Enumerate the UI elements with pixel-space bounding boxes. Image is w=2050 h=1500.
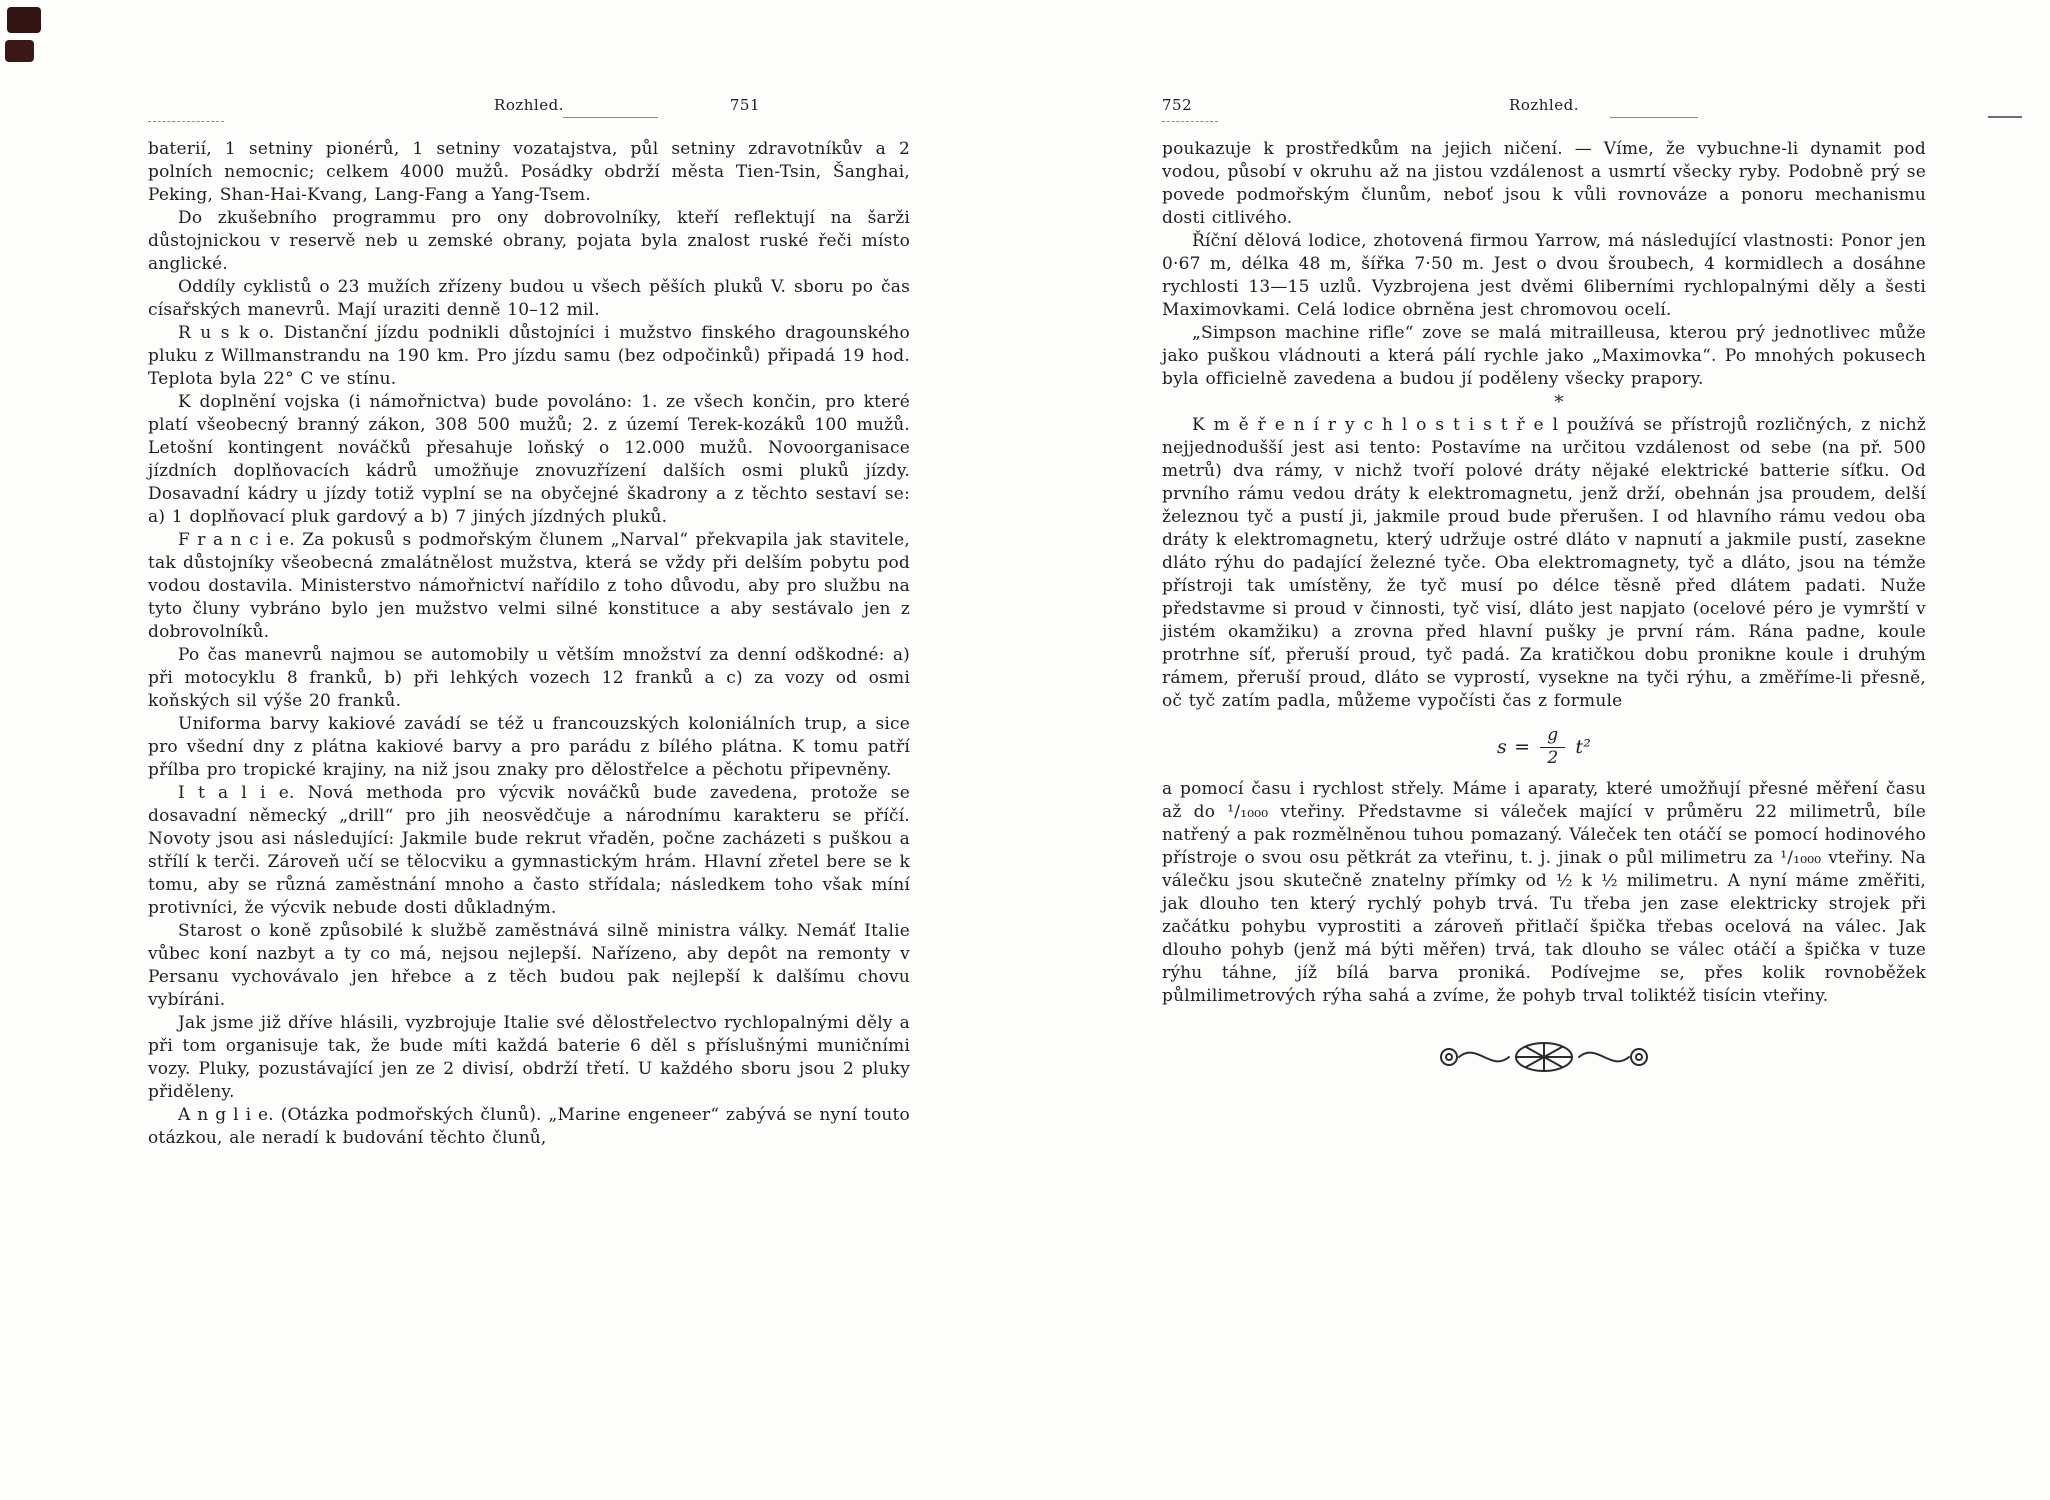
paragraph: I t a l i e. Nová methoda pro výcvik nováčků bude zavedena, protože se dosavadní německý „drill“ pro jih neosvědčuje a národnímu karakteru se příčí. Novoty jsou asi následující: Jakmile bude rekrut vřaděn, počne zacházeti s puškou a střílí k terči. Zároveň učí se tělocviku a gymnastickým hrám. Hlavní zřetel bere se k tomu, aby se různá zaměstnání mnoho a často střídala; následkem toho však míní protivníci, že výcvik nebude dosti důkladným. (148, 783, 910, 918)
header-rule-mark (1162, 121, 1218, 122)
paragraph: Jak jsme již dříve hlásili, vyzbrojuje Italie své dělostřelectvo rychlopalnými děly a při tom organisuje tak, že bude míti každá baterie 6 děl s příslušnými muničními vozy. Pluky, pozustávající jen ze 2 divisí, obdrží třetí. U každého sboru jsou 2 pluky přiděleny. (148, 1013, 910, 1102)
formula-suffix: t² (1575, 735, 1592, 758)
paragraph: poukazuje k prostředkům na jejich ničení. — Víme, že vybuchne-li dynamit pod vodou, působí v okruhu až na jistou vzdálenost a usmrtí všecky ryby. Podobně prý se povede podmořským člunům, neboť jsou k vůli rovnováze a ponoru mechanismu dosti citlivého. (1162, 139, 1926, 228)
paragraph: R u s k o. Distanční jízdu podnikli důstojníci i mužstvo finského dragounského pluku z Willmanstrandu na 190 km. Pro jízdu samu (bez odpočinků) připadá 19 hod. Teplota byla 22° C ve stínu. (148, 323, 910, 389)
paragraph: Do zkušebního programmu pro ony dobrovolníky, kteří reflektují na šarži důstojnickou v reservě neb u zemské obrany, pojata byla znalost ruské řeči místo anglické. (148, 208, 910, 274)
paragraph: Říční dělová lodice, zhotovená firmou Yarrow, má následující vlastnosti: Ponor jen 0·67 m, délka 48 m, šířka 7·50 m. Jest o dvou šroubech, 4 kormidlech a dosáhne rychlosti 13—15 uzlů. Vyzbrojena jest dvěmi 6liberními rychlopalnými děly a šesti Maximovkami. Celá lodice obrněna jest chromovou ocelí. (1162, 231, 1926, 320)
paragraph: Po čas manevrů najmou se automobily u větším množství za denní odškodné: a) při motocyklu 8 franků, b) při lehkých vozech 12 franků a c) za vozy od osmi koňských sil výše 20 franků. (148, 645, 910, 711)
page-header-left (148, 96, 910, 126)
page-751 (148, 96, 910, 1150)
paragraph: Uniforma barvy kakiové zavádí se též u francouzských koloniálních trup, a sice pro všední dny z plátna kakiové barvy a pro parádu z bílého plátna. K tomu patří přílba pro tropické krajiny, na niž jsou znaky pro dělostřelce a pěchotu připevněny. (148, 714, 910, 780)
running-title: Rozhled. (1509, 96, 1579, 114)
header-rule-mark (148, 121, 224, 122)
right-column-text (1162, 138, 1926, 1087)
page-header-right (1162, 96, 1926, 126)
scan-stain (5, 40, 34, 62)
paragraph: K doplnění vojska (i námořnictva) bude povoláno: 1. ze všech končin, pro které platí všeobecný branný zákon, 308 500 mužů; 2. z území Terek-kozáků 100 mužů. Letošní kontingent nováčků přesahuje loňský o 12.000 mužů. Novoorganisace jízdních doplňovacích kádrů umožňuje znovuzřízení dalších osmi pluků jízdy. Dosavadní kádry u jízdy totiž vyplní se na obyčejné škadrony a z těchto sestaví se: a) 1 doplňovací pluk gardový a b) 7 jiných jízdných pluků. (148, 392, 910, 527)
tailpiece-ornament-icon (1162, 1034, 1926, 1087)
formula-numerator: g (1540, 727, 1565, 748)
paragraph: „Simpson machine rifle“ zove se malá mitrailleusa, kterou prý jednotlivec může jako puškou vládnouti a která pálí rychle jako „Maximovka“. Po mnohých pokusech byla officielně zavedena a budou jí poděleny všecky prapory. (1162, 323, 1926, 389)
paragraph: baterií, 1 setniny pionérů, 1 setniny vozatajstva, půl setniny zdravotníkův a 2 polních nemocnic; celkem 4000 mužů. Posádky obdrží města Tien-Tsin, Šanghai, Peking, Shan-Hai-Kvang, Lang-Fang a Yang-Tsem. (148, 139, 910, 205)
formula (1162, 727, 1926, 768)
formula-denominator: 2 (1547, 747, 1559, 768)
header-rule-mark (563, 117, 658, 118)
paragraph: F r a n c i e. Za pokusů s podmořským člunem „Narval“ překvapila jak stavitele, tak důstojníky všeobecná zmalátnělost mužstva, která se vždy při delším pobytu pod vodou dostavila. Ministerstvo námořnictví nařídilo z toho důvodu, aby pro službu na tyto čluny vybráno bylo jen mužstvo velmi silné konstituce a aby sestávalo jen z dobrovolníků. (148, 530, 910, 642)
left-column-text (148, 138, 910, 1150)
page-number: 751 (729, 96, 760, 114)
running-title: Rozhled. (494, 96, 564, 114)
section-separator: * (1554, 392, 1564, 413)
paragraph: a pomocí času i rychlost střely. Máme i aparaty, které umožňují přesné měření času až do ¹/₁₀₀₀ vteřiny. Představme si váleček mající v průměru 22 milimetrů, bíle natřený a pak rozmělněnou tuhou pomazaný. Váleček ten otáčí se pomocí hodinového přístroje o svou osu pětkrát za vteřinu, t. j. jinak o půl milimetru za ¹/₁₀₀₀ vteřiny. Na válečku jsou skutečně znatelny přímky od ½ k ½ milimetru. A nyní máme změřiti, jak dlouho ten který rychlý pohyb trvá. Tu třeba jen zase elektricky strojek při začátku pohybu vyprostiti a zároveň přitlačí špička třebas ocelová na válec. Jak dlouho pohyb (jenž má býti měřen) trvá, tak dlouho se válec otáčí a špička v tuze rýhu táhne, jíž bílá barva proniká. Podívejme se, přes kolik rovnoběžek půlmilimetrových rýha sahá a zvíme, že pohyb trval toliktéž tisícin vteřiny. (1162, 778, 1926, 1006)
formula-fraction (1540, 727, 1565, 768)
page-number: 752 (1162, 96, 1193, 114)
header-rule-mark (1610, 117, 1698, 118)
paragraph: K m ě ř e n í r y c h l o s t i s t ř e l používá se přístrojů rozličných, z nichž nejjednodušší jest asi tento: Postavíme na určitou vzdálenost od sebe (na př. 500 metrů) dva rámy, v nichž tvoří polové dráty nějaké elektrické batterie síťku. Od prvního rámu vedou dráty k elektromagnetu, jenž drží, obehnán jsa proudem, delší železnou tyč a pustí ji, jakmile proud bude přerušen. I od hlavního rámu vedou oba dráty k elektromagnetu, který udržuje ostré dláto v napnutí a jakmile pustí, zasekne dláto rýhu do padající železné tyče. Oba elektromagnety, tyč a dláto, jsou na témže přístroji tak umístěny, že tyč musí po délce těsně před dlátem padati. Nuže představme si proud v činnosti, tyč visí, dláto jest napjato (ocelové péro je vymrští v jistém okamžiku) a zrovna před hlavní pušky je první rám. Rána padne, koule protrhne síť, přeruší proud, tyč padá. Za kratičkou dobu pronikne koule i druhým rámem, přeruší proud, dláto se vyprostí, vysekne na tyči rýhu, a změříme-li přesně, oč tyč zatím padla, můžeme vypočísti čas z formule (1162, 415, 1926, 711)
scan-edge-mark (1988, 116, 2022, 118)
paragraph: Starost o koně způsobilé k službě zaměstnává silně ministra války. Nemáť Italie vůbec koní nazbyt a ty co má, nejsou nejlepší. Nařízeno, aby depôt na remonty v Persanu vychovávalo jen hřebce a z těch budou pak nejlepší k dalšímu chovu vybíráni. (148, 921, 910, 1010)
page-752 (1162, 96, 1926, 1087)
formula-lhs: s = (1496, 735, 1531, 758)
paragraph: A n g l i e. (Otázka podmořských člunů). „Marine engeneer“ zabývá se nyní touto otázkou, ale neradí k budování těchto člunů, (148, 1105, 910, 1148)
paragraph: Oddíly cyklistů o 23 mužích zřízeny budou u všech pěších pluků V. sboru po čas císařských manevrů. Mají uraziti denně 10–12 mil. (148, 277, 910, 320)
scan-stain (7, 7, 41, 33)
